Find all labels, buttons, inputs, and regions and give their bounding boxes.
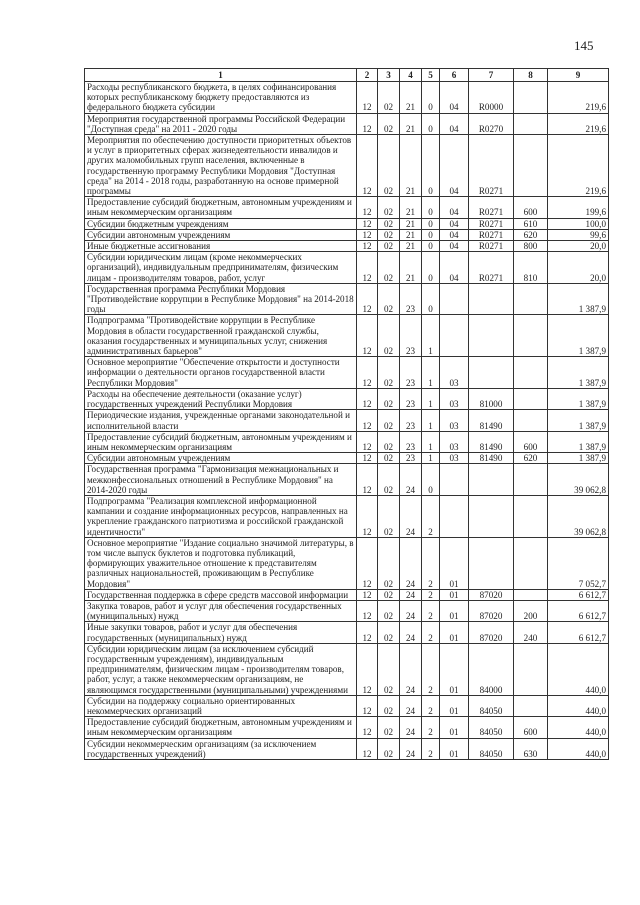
section-code-cell: 12 — [357, 135, 378, 197]
section-code-cell: 12 — [357, 410, 378, 431]
row-name-cell: Субсидии юридическим лицам (кроме некоммерческих организаций), индивидуальным предпринимателям, физическим лицам - производителям товаров, работ, услуг — [85, 252, 357, 284]
table-row — [85, 388, 609, 409]
table-row — [85, 717, 609, 738]
section-code-cell: 12 — [357, 600, 378, 621]
subsection-code-cell: 02 — [378, 589, 400, 600]
expense-type-cell: 600 — [514, 431, 548, 452]
section-code-cell: 12 — [357, 431, 378, 452]
amount-cell: 6 612,7 — [548, 622, 609, 643]
row-name-cell: Субсидии автономным учреждениям — [85, 453, 357, 464]
table-row — [85, 643, 609, 695]
program-code-cell: 23 — [400, 388, 422, 409]
program-code-cell: 23 — [400, 315, 422, 357]
amount-cell: 1 387,9 — [548, 283, 609, 315]
subprogram-code-cell: 1 — [422, 453, 440, 464]
amount-cell: 1 387,9 — [548, 453, 609, 464]
expense-type-cell — [514, 388, 548, 409]
activity-code-cell: 03 — [440, 388, 469, 409]
expense-type-cell — [514, 82, 548, 114]
row-name-cell: Субсидии юридическим лицам (за исключением субсидий государственным учреждениям), индивидуальным предпринимателям, физическим лицам - производителям товаров, работ, услуг, а также некоммерческим организациям, не являющимся государственными (муниципальными) учреждениями — [85, 643, 357, 695]
expense-type-cell: 630 — [514, 738, 548, 759]
subsection-code-cell: 02 — [378, 643, 400, 695]
subsection-code-cell: 02 — [378, 738, 400, 759]
program-code-cell: 21 — [400, 218, 422, 229]
expense-type-cell: 810 — [514, 252, 548, 284]
section-code-cell: 12 — [357, 643, 378, 695]
section-code-cell: 12 — [357, 283, 378, 315]
table-row — [85, 315, 609, 357]
subsection-code-cell: 02 — [378, 717, 400, 738]
activity-code-cell: 01 — [440, 717, 469, 738]
activity-code-cell: 01 — [440, 600, 469, 621]
subsection-code-cell: 02 — [378, 431, 400, 452]
direction-code-cell — [469, 283, 514, 315]
subprogram-code-cell: 1 — [422, 315, 440, 357]
table-row — [85, 589, 609, 600]
section-code-cell: 12 — [357, 589, 378, 600]
program-code-cell: 24 — [400, 589, 422, 600]
subprogram-code-cell: 1 — [422, 431, 440, 452]
expense-type-cell — [514, 589, 548, 600]
subprogram-code-cell: 2 — [422, 695, 440, 716]
amount-cell: 440,0 — [548, 738, 609, 759]
program-code-cell: 21 — [400, 241, 422, 252]
row-name-cell: Государственная поддержка в сфере средств массовой информации — [85, 589, 357, 600]
expense-type-cell: 600 — [514, 717, 548, 738]
expense-type-cell: 620 — [514, 229, 548, 240]
expense-type-cell: 620 — [514, 453, 548, 464]
column-header: 7 — [469, 69, 514, 82]
table-row — [85, 410, 609, 431]
subprogram-code-cell: 2 — [422, 738, 440, 759]
section-code-cell: 12 — [357, 717, 378, 738]
table-row — [85, 495, 609, 537]
subprogram-code-cell: 2 — [422, 537, 440, 589]
subsection-code-cell: 02 — [378, 241, 400, 252]
subsection-code-cell: 02 — [378, 388, 400, 409]
table-row — [85, 197, 609, 218]
subprogram-code-cell: 0 — [422, 229, 440, 240]
activity-code-cell: 04 — [440, 218, 469, 229]
subsection-code-cell: 02 — [378, 495, 400, 537]
subsection-code-cell: 02 — [378, 695, 400, 716]
amount-cell: 199,6 — [548, 197, 609, 218]
table-body — [85, 82, 609, 760]
row-name-cell: Расходы на обеспечение деятельности (оказание услуг) государственных учреждений Республики Мордовия — [85, 388, 357, 409]
expense-type-cell — [514, 315, 548, 357]
direction-code-cell: 81490 — [469, 431, 514, 452]
subprogram-code-cell: 2 — [422, 589, 440, 600]
subprogram-code-cell: 1 — [422, 388, 440, 409]
row-name-cell: Предоставление субсидий бюджетным, автономным учреждениям и иным некоммерческим организациям — [85, 431, 357, 452]
row-name-cell: Иные бюджетные ассигнования — [85, 241, 357, 252]
subsection-code-cell: 02 — [378, 537, 400, 589]
section-code-cell: 12 — [357, 315, 378, 357]
row-name-cell: Государственная программа Республики Мордовия "Противодействие коррупции в Республике Мордовия" на 2014-2018 годы — [85, 283, 357, 315]
activity-code-cell: 03 — [440, 357, 469, 389]
section-code-cell: 12 — [357, 197, 378, 218]
subsection-code-cell: 02 — [378, 218, 400, 229]
table-row — [85, 464, 609, 496]
program-code-cell: 24 — [400, 695, 422, 716]
program-code-cell: 21 — [400, 113, 422, 134]
activity-code-cell: 04 — [440, 197, 469, 218]
section-code-cell: 12 — [357, 453, 378, 464]
subsection-code-cell: 02 — [378, 113, 400, 134]
expense-type-cell: 800 — [514, 241, 548, 252]
row-name-cell: Подпрограмма "Реализация комплексной информационной кампании и создание информационных ресурсов, направленных на укрепление гражданского патриотизма и российской гражданской идентичности" — [85, 495, 357, 537]
subprogram-code-cell: 0 — [422, 218, 440, 229]
subsection-code-cell: 02 — [378, 357, 400, 389]
row-name-cell: Мероприятия по обеспечению доступности приоритетных объектов и услуг в приоритетных сферах жизнедеятельности инвалидов и других маломобильных групп населения, включенные в государственную программу Республики Мордовия "Доступная среда" на 2014 - 2018 годы, разработанную на основе примерной программы — [85, 135, 357, 197]
row-name-cell: Субсидии на поддержку социально ориентированных некоммерческих организаций — [85, 695, 357, 716]
amount-cell: 1 387,9 — [548, 388, 609, 409]
section-code-cell: 12 — [357, 357, 378, 389]
column-header: 2 — [357, 69, 378, 82]
table-row — [85, 622, 609, 643]
program-code-cell: 24 — [400, 495, 422, 537]
section-code-cell: 12 — [357, 218, 378, 229]
row-name-cell: Предоставление субсидий бюджетным, автономным учреждениям и иным некоммерческим организациям — [85, 717, 357, 738]
amount-cell: 20,0 — [548, 241, 609, 252]
amount-cell: 39 062,8 — [548, 495, 609, 537]
subprogram-code-cell: 0 — [422, 252, 440, 284]
table-row — [85, 218, 609, 229]
direction-code-cell: 84050 — [469, 717, 514, 738]
amount-cell: 219,6 — [548, 135, 609, 197]
direction-code-cell: 87020 — [469, 600, 514, 621]
activity-code-cell: 01 — [440, 643, 469, 695]
direction-code-cell: R0271 — [469, 218, 514, 229]
subprogram-code-cell: 0 — [422, 82, 440, 114]
subprogram-code-cell: 0 — [422, 283, 440, 315]
subsection-code-cell: 02 — [378, 453, 400, 464]
amount-cell: 1 387,9 — [548, 357, 609, 389]
activity-code-cell: 01 — [440, 589, 469, 600]
direction-code-cell: 87020 — [469, 622, 514, 643]
table-row — [85, 241, 609, 252]
subprogram-code-cell: 0 — [422, 113, 440, 134]
amount-cell: 440,0 — [548, 695, 609, 716]
direction-code-cell: R0271 — [469, 229, 514, 240]
subsection-code-cell: 02 — [378, 252, 400, 284]
activity-code-cell: 04 — [440, 252, 469, 284]
expense-type-cell: 610 — [514, 218, 548, 229]
table-row — [85, 357, 609, 389]
subprogram-code-cell: 2 — [422, 600, 440, 621]
activity-code-cell: 04 — [440, 229, 469, 240]
table-row — [85, 252, 609, 284]
direction-code-cell: R0271 — [469, 197, 514, 218]
table-row — [85, 283, 609, 315]
budget-table — [84, 68, 609, 760]
direction-code-cell: R0271 — [469, 135, 514, 197]
column-header: 5 — [422, 69, 440, 82]
subprogram-code-cell: 2 — [422, 643, 440, 695]
row-name-cell: Периодические издания, учрежденные органами законодательной и исполнительной власти — [85, 410, 357, 431]
direction-code-cell — [469, 357, 514, 389]
amount-cell: 6 612,7 — [548, 589, 609, 600]
section-code-cell: 12 — [357, 82, 378, 114]
activity-code-cell: 03 — [440, 410, 469, 431]
subprogram-code-cell: 0 — [422, 135, 440, 197]
subprogram-code-cell: 0 — [422, 241, 440, 252]
activity-code-cell: 04 — [440, 82, 469, 114]
subprogram-code-cell: 2 — [422, 717, 440, 738]
program-code-cell: 24 — [400, 717, 422, 738]
expense-type-cell — [514, 695, 548, 716]
activity-code-cell — [440, 315, 469, 357]
column-header: 8 — [514, 69, 548, 82]
activity-code-cell: 03 — [440, 453, 469, 464]
direction-code-cell: 87020 — [469, 589, 514, 600]
column-header: 3 — [378, 69, 400, 82]
section-code-cell: 12 — [357, 252, 378, 284]
expense-type-cell — [514, 283, 548, 315]
section-code-cell: 12 — [357, 695, 378, 716]
amount-cell: 100,0 — [548, 218, 609, 229]
amount-cell: 6 612,7 — [548, 600, 609, 621]
row-name-cell: Субсидии автономным учреждениям — [85, 229, 357, 240]
subsection-code-cell: 02 — [378, 600, 400, 621]
activity-code-cell: 04 — [440, 241, 469, 252]
column-header: 1 — [85, 69, 357, 82]
program-code-cell: 24 — [400, 622, 422, 643]
subprogram-code-cell: 2 — [422, 495, 440, 537]
subsection-code-cell: 02 — [378, 315, 400, 357]
subprogram-code-cell: 2 — [422, 622, 440, 643]
row-name-cell: Подпрограмма "Противодействие коррупции в Республике Мордовия в области государственной гражданской службы, оказания государственных и муниципальных услуг, снижения административных барьеров" — [85, 315, 357, 357]
table-row — [85, 431, 609, 452]
row-name-cell: Закупка товаров, работ и услуг для обеспечения государственных (муниципальных) нужд — [85, 600, 357, 621]
activity-code-cell — [440, 283, 469, 315]
expense-type-cell — [514, 495, 548, 537]
program-code-cell: 24 — [400, 600, 422, 621]
program-code-cell: 21 — [400, 82, 422, 114]
amount-cell: 1 387,9 — [548, 410, 609, 431]
activity-code-cell: 01 — [440, 695, 469, 716]
subsection-code-cell: 02 — [378, 622, 400, 643]
amount-cell: 219,6 — [548, 82, 609, 114]
activity-code-cell: 01 — [440, 622, 469, 643]
column-header: 4 — [400, 69, 422, 82]
subsection-code-cell: 02 — [378, 464, 400, 496]
amount-cell: 219,6 — [548, 113, 609, 134]
activity-code-cell: 04 — [440, 113, 469, 134]
table-row — [85, 135, 609, 197]
direction-code-cell: R0271 — [469, 252, 514, 284]
row-name-cell: Субсидии бюджетным учреждениям — [85, 218, 357, 229]
amount-cell: 99,6 — [548, 229, 609, 240]
row-name-cell: Основное мероприятие "Обеспечение открытости и доступности информации о деятельности органов государственной власти Республики Мордовия" — [85, 357, 357, 389]
expense-type-cell — [514, 643, 548, 695]
amount-cell: 440,0 — [548, 643, 609, 695]
subsection-code-cell: 02 — [378, 410, 400, 431]
table-header-row — [85, 69, 609, 82]
direction-code-cell: 84000 — [469, 643, 514, 695]
subsection-code-cell: 02 — [378, 82, 400, 114]
program-code-cell: 23 — [400, 453, 422, 464]
table-row — [85, 695, 609, 716]
program-code-cell: 21 — [400, 135, 422, 197]
direction-code-cell — [469, 464, 514, 496]
activity-code-cell: 03 — [440, 431, 469, 452]
direction-code-cell: 84050 — [469, 695, 514, 716]
column-header: 9 — [548, 69, 609, 82]
section-code-cell: 12 — [357, 537, 378, 589]
row-name-cell: Субсидии некоммерческим организациям (за исключением государственных учреждений) — [85, 738, 357, 759]
amount-cell: 20,0 — [548, 252, 609, 284]
row-name-cell: Предоставление субсидий бюджетным, автономным учреждениям и иным некоммерческим организациям — [85, 197, 357, 218]
table-row — [85, 453, 609, 464]
section-code-cell: 12 — [357, 464, 378, 496]
expense-type-cell: 600 — [514, 197, 548, 218]
expense-type-cell — [514, 113, 548, 134]
table-row — [85, 738, 609, 759]
expense-type-cell — [514, 410, 548, 431]
subprogram-code-cell: 1 — [422, 357, 440, 389]
expense-type-cell — [514, 135, 548, 197]
activity-code-cell — [440, 495, 469, 537]
subsection-code-cell: 02 — [378, 283, 400, 315]
program-code-cell: 21 — [400, 197, 422, 218]
expense-type-cell — [514, 357, 548, 389]
program-code-cell: 21 — [400, 252, 422, 284]
direction-code-cell: 81000 — [469, 388, 514, 409]
table-row — [85, 82, 609, 114]
direction-code-cell: R0271 — [469, 241, 514, 252]
page-number: 145 — [574, 38, 594, 53]
direction-code-cell: 81490 — [469, 453, 514, 464]
table-row — [85, 113, 609, 134]
table-row — [85, 600, 609, 621]
subprogram-code-cell: 1 — [422, 410, 440, 431]
program-code-cell: 24 — [400, 464, 422, 496]
amount-cell: 39 062,8 — [548, 464, 609, 496]
amount-cell: 440,0 — [548, 717, 609, 738]
direction-code-cell — [469, 495, 514, 537]
direction-code-cell: R0000 — [469, 82, 514, 114]
amount-cell: 1 387,9 — [548, 431, 609, 452]
direction-code-cell — [469, 537, 514, 589]
subprogram-code-cell: 0 — [422, 197, 440, 218]
expense-type-cell: 200 — [514, 600, 548, 621]
expense-type-cell — [514, 464, 548, 496]
program-code-cell: 24 — [400, 537, 422, 589]
table-row — [85, 537, 609, 589]
row-name-cell: Расходы республиканского бюджета, в целях софинансирования которых республиканскому бюджету предоставляются из федерального бюджета субсидии — [85, 82, 357, 114]
program-code-cell: 24 — [400, 738, 422, 759]
activity-code-cell — [440, 464, 469, 496]
subsection-code-cell: 02 — [378, 197, 400, 218]
section-code-cell: 12 — [357, 113, 378, 134]
amount-cell: 1 387,9 — [548, 315, 609, 357]
row-name-cell: Государственная программа "Гармонизация межнациональных и межконфессиональных отношений в Республике Мордовия" на 2014-2020 годы — [85, 464, 357, 496]
program-code-cell: 23 — [400, 283, 422, 315]
program-code-cell: 23 — [400, 357, 422, 389]
section-code-cell: 12 — [357, 241, 378, 252]
section-code-cell: 12 — [357, 622, 378, 643]
amount-cell: 7 052,7 — [548, 537, 609, 589]
direction-code-cell: 81490 — [469, 410, 514, 431]
subprogram-code-cell: 0 — [422, 464, 440, 496]
direction-code-cell: R0270 — [469, 113, 514, 134]
section-code-cell: 12 — [357, 495, 378, 537]
expense-type-cell: 240 — [514, 622, 548, 643]
program-code-cell: 23 — [400, 410, 422, 431]
program-code-cell: 21 — [400, 229, 422, 240]
section-code-cell: 12 — [357, 229, 378, 240]
direction-code-cell — [469, 315, 514, 357]
program-code-cell: 24 — [400, 643, 422, 695]
activity-code-cell: 01 — [440, 738, 469, 759]
section-code-cell: 12 — [357, 388, 378, 409]
direction-code-cell: 84050 — [469, 738, 514, 759]
expense-type-cell — [514, 537, 548, 589]
section-code-cell: 12 — [357, 738, 378, 759]
row-name-cell: Мероприятия государственной программы Российской Федерации "Доступная среда" на 2011 - 2020 годы — [85, 113, 357, 134]
row-name-cell: Иные закупки товаров, работ и услуг для обеспечения государственных (муниципальных) нужд — [85, 622, 357, 643]
row-name-cell: Основное мероприятие "Издание социально значимой литературы, в том числе выпуск буклетов и подготовка публикаций, формирующих уважительное отношение к представителям различных национальностей, проживающим в Республике Мордовия" — [85, 537, 357, 589]
column-header: 6 — [440, 69, 469, 82]
activity-code-cell: 04 — [440, 135, 469, 197]
table-row — [85, 229, 609, 240]
subsection-code-cell: 02 — [378, 229, 400, 240]
subsection-code-cell: 02 — [378, 135, 400, 197]
activity-code-cell: 01 — [440, 537, 469, 589]
program-code-cell: 23 — [400, 431, 422, 452]
